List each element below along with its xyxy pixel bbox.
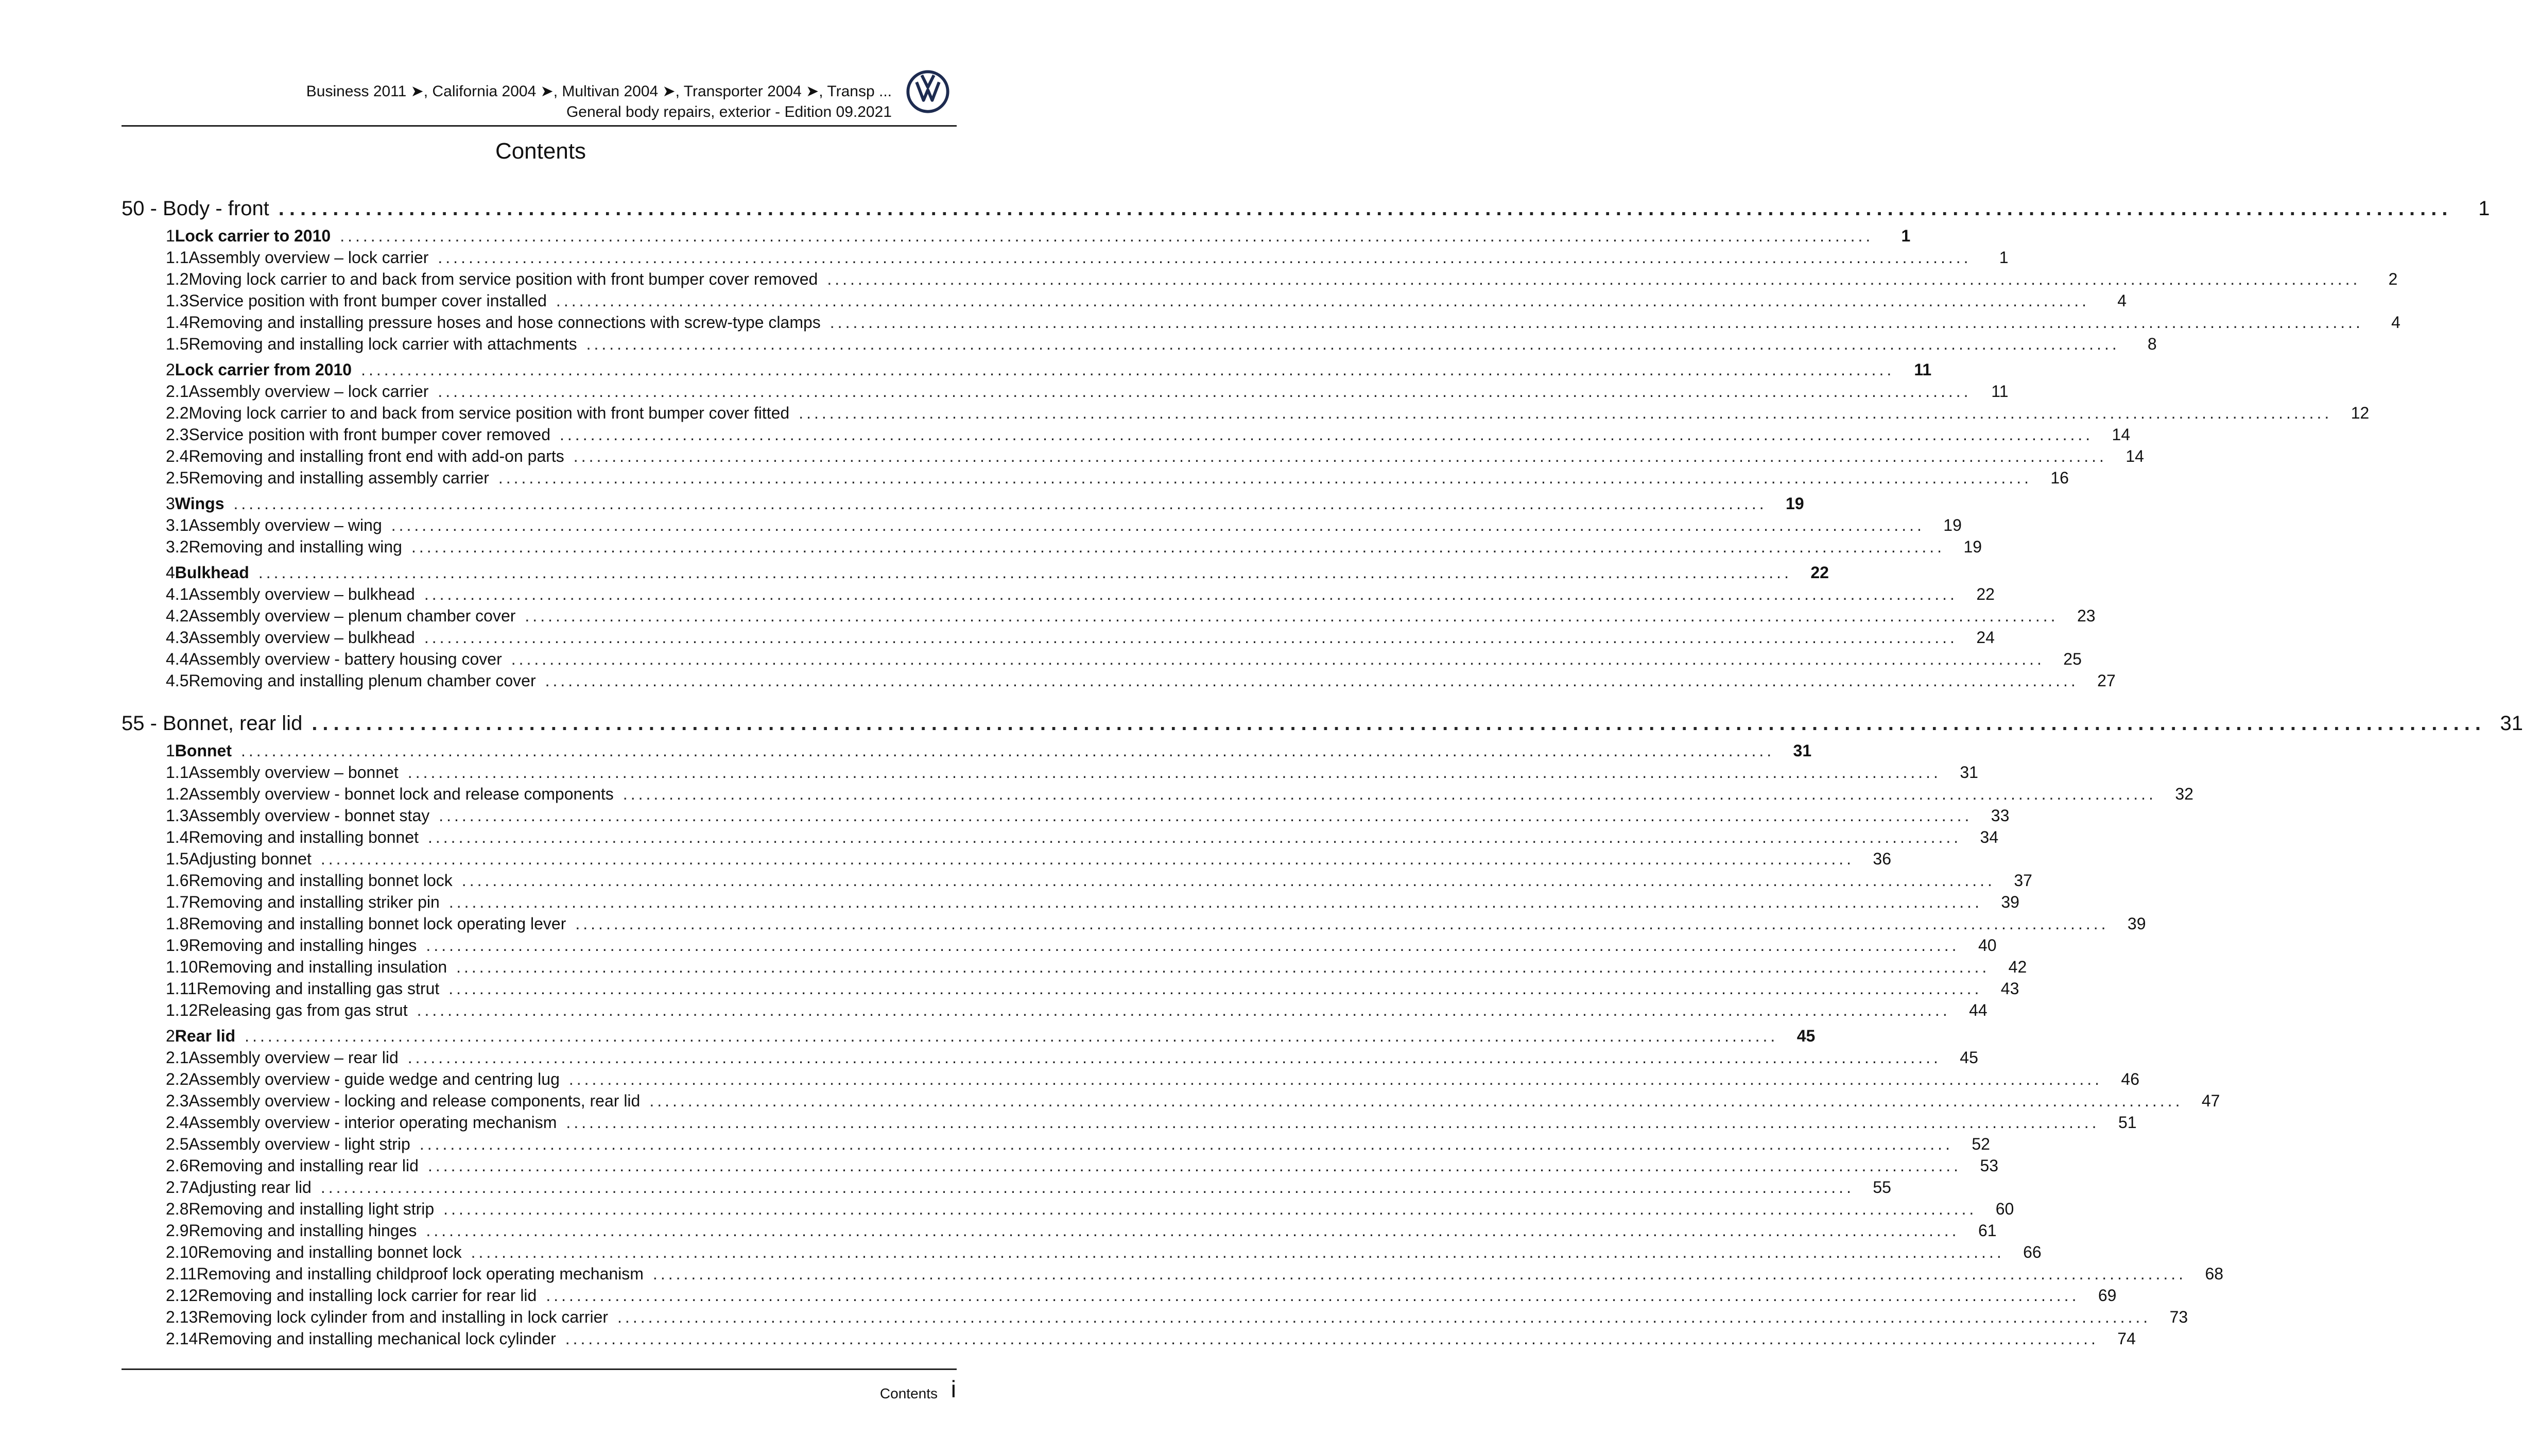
toc-entry-page: 73 — [2169, 1308, 2188, 1326]
toc-entry-title: Removing and installing mechanical lock cylinder — [198, 1329, 556, 1348]
dot-leader: ........................................................................................................................................................................................................ — [649, 1091, 2183, 1110]
toc-entry-title: Removing and installing assembly carrier — [188, 469, 489, 487]
toc-entry-number: 1.7 — [166, 893, 189, 911]
toc-entry[interactable] — [166, 515, 1962, 535]
toc-entry-page: 1 — [1999, 248, 2009, 267]
toc-entry-number: 1.4 — [166, 828, 189, 846]
toc-entry[interactable] — [166, 805, 2010, 826]
dot-leader: ........................................................................................................................................................................................................ — [830, 313, 2363, 332]
toc-entry-title: Assembly overview – bonnet — [188, 763, 399, 782]
toc-entry-number: 2.13 — [166, 1308, 198, 1326]
toc-entry-page: 19 — [1963, 538, 1982, 556]
toc-entry[interactable] — [166, 1069, 2139, 1089]
dot-leader: ........................................................................................................................................................................................................ — [361, 360, 1895, 379]
toc-entry-title: Removing and installing plenum chamber cover — [188, 671, 536, 690]
toc-entry[interactable] — [166, 627, 1995, 648]
toc-entry-page: 19 — [1786, 494, 1804, 513]
dot-leader: ........................................................................................................................................................................................................ — [525, 606, 2059, 625]
toc-entry-number: 1.5 — [166, 335, 189, 353]
toc-entry-number: 3 — [166, 494, 175, 513]
toc-entry-page: 47 — [2201, 1091, 2220, 1110]
dot-leader: ........................................................................................................................................................................................................ — [565, 1329, 2099, 1348]
toc-entry-page: 4 — [2391, 313, 2400, 332]
toc-entry-title: Service position with front bumper cover installed — [188, 291, 547, 310]
toc-entry-page: 4 — [2117, 291, 2127, 310]
dot-leader: ........................................................................................................................................................................................................ — [566, 1113, 2100, 1132]
toc-entry-page: 46 — [2121, 1070, 2139, 1088]
toc-entry-page: 2 — [2388, 270, 2398, 288]
toc-entry-title: Adjusting bonnet — [188, 850, 312, 868]
toc-entry-page: 25 — [2063, 650, 2082, 668]
toc-entry-page: 44 — [1969, 1001, 1988, 1019]
toc-entry-page: 74 — [2117, 1329, 2136, 1348]
toc-entry[interactable] — [166, 1090, 2220, 1111]
toc-entry-title: Assembly overview - guide wedge and centring lug — [188, 1070, 560, 1088]
dot-leader: ........................................................................................................................................................................................................ — [652, 1264, 2187, 1283]
toc-entry-title: Bulkhead — [175, 563, 249, 582]
toc-entry-title: Removing and installing bonnet lock — [198, 1243, 462, 1261]
toc-entry-title: Bonnet — [175, 741, 232, 760]
dot-leader: ........................................................................................................................................................................................................ — [568, 1070, 2102, 1088]
toc-entry[interactable] — [166, 762, 1978, 783]
toc-entry-page: 33 — [1991, 806, 2010, 825]
dot-leader: ........................................................................................................................................................................................................ — [623, 785, 2156, 803]
dot-leader: ........................................................................................................................................................................................................ — [827, 270, 2361, 288]
toc-entry-number: 2.10 — [166, 1243, 198, 1261]
toc-entry[interactable] — [166, 870, 2032, 891]
toc-entry-title: Removing and installing pressure hoses and hose connections with screw-type clamps — [188, 313, 821, 332]
toc-entry[interactable] — [166, 957, 2027, 977]
toc-entry-number: 1.2 — [166, 785, 189, 803]
toc-entry[interactable] — [166, 359, 1932, 380]
dot-leader: ........................................................................................................................................................................................................ — [439, 806, 1973, 825]
dot-leader: ........................................................................................................................................................................................................ — [417, 1001, 1950, 1019]
toc-entry-title: Removing and installing bonnet — [188, 828, 419, 846]
toc-entry[interactable] — [166, 247, 2009, 268]
toc-entry[interactable] — [166, 1177, 1891, 1198]
toc-entry-page: 43 — [2000, 979, 2019, 998]
dot-leader: ........................................................................................................................................................................................................ — [245, 1027, 1778, 1045]
toc-entry-title: Releasing gas from gas strut — [198, 1001, 408, 1019]
toc-entry-page: 36 — [1873, 850, 1892, 868]
toc-entry-number: 2.8 — [166, 1200, 189, 1218]
toc-entry-page: 22 — [1810, 563, 1829, 582]
toc-entry-title: Removing and installing hinges — [188, 936, 417, 955]
dot-leader: ........................................................................................................................................................................................................ — [556, 291, 2090, 310]
toc-entry-page: 52 — [1972, 1135, 1990, 1153]
dot-leader: ........................................................................................................................................................................................................ — [424, 628, 1958, 647]
header-divider — [122, 125, 957, 127]
toc-entry-page: 11 — [1991, 382, 2009, 401]
toc-entry[interactable] — [166, 334, 2157, 354]
toc-entry-page: 40 — [1978, 936, 1997, 955]
dot-leader: ........................................................................................................................................................................................................ — [438, 382, 1972, 401]
dot-leader: ........................................................................................................................................................................................................ — [617, 1308, 2151, 1326]
dot-leader: ........................................................................................................................................................................................................ — [320, 850, 1855, 868]
toc-entry[interactable] — [166, 1199, 2014, 1219]
toc-entry-title: Removing and installing bonnet lock operating lever — [188, 914, 566, 933]
toc-entry-number: 2.5 — [166, 1135, 189, 1153]
dot-leader: ........................................................................................................................................................................................................ — [428, 828, 1962, 846]
toc-entry-title: Removing lock cylinder from and installing in lock carrier — [198, 1308, 609, 1326]
dot-leader: ........................................................................................................................................................................................................ — [233, 494, 1767, 513]
toc-chapter[interactable] — [122, 196, 2490, 221]
toc-entry-number: 2.4 — [166, 1113, 189, 1132]
dot-leader: ........................................................................................................................................................................................................ — [546, 1286, 2080, 1305]
toc-entry-number: 4.2 — [166, 606, 189, 625]
toc-entry-page: 34 — [1980, 828, 1999, 846]
toc-entry-page: 16 — [2050, 469, 2069, 487]
toc-entry-number: 4.4 — [166, 650, 189, 668]
toc-entry[interactable] — [166, 1026, 1816, 1046]
toc-entry[interactable] — [166, 446, 2144, 466]
header-edition-line: General body repairs, exterior - Edition 09.2021 — [566, 103, 892, 120]
toc-entry[interactable] — [166, 1047, 1978, 1068]
toc-entry-title: Removing and installing striker pin — [188, 893, 440, 911]
toc-entry-number: 2.6 — [166, 1156, 189, 1175]
toc-entry-title: Removing and installing lock carrier for rear lid — [198, 1286, 537, 1305]
dot-leader: ........................................................................................................................................................................................................ — [511, 650, 2045, 668]
toc-entry-number: 2.12 — [166, 1286, 198, 1305]
toc-entry-number: 3.1 — [166, 516, 189, 534]
toc-entry-title: Removing and installing hinges — [188, 1221, 417, 1240]
dot-leader: ........................................................................................................................................................................................................ — [426, 1221, 1960, 1240]
toc-entry-title: Removing and installing front end with add-on parts — [188, 447, 564, 465]
toc-entry-page: 61 — [1978, 1221, 1997, 1240]
toc-entry-page: 39 — [2127, 914, 2146, 933]
toc-entry[interactable] — [166, 1242, 2042, 1262]
toc-entry-title: Moving lock carrier to and back from service position with front bumper cover removed — [188, 270, 818, 288]
toc-entry-title: Assembly overview - bonnet stay — [188, 806, 430, 825]
toc-entry-page: 39 — [2001, 893, 2019, 911]
footer-divider — [122, 1368, 957, 1370]
toc-entry-number: 2 — [166, 360, 175, 379]
toc-entry[interactable] — [166, 1307, 2188, 1327]
dot-leader: ........................................................................................................................................................................................................ — [320, 1178, 1854, 1197]
toc-entry[interactable] — [166, 1285, 2117, 1306]
toc-entry[interactable] — [166, 1328, 2136, 1349]
dot-leader: ........................................................................................................................................................................................................ — [241, 741, 1775, 760]
toc-entry-number: 2.7 — [166, 1178, 189, 1197]
toc-entry-number: 4.3 — [166, 628, 189, 647]
dot-leader: ........................................................................................................................................................................................................ — [443, 1200, 1977, 1218]
toc-entry-page: 24 — [1976, 628, 1995, 647]
toc-entry-title: Rear lid — [175, 1027, 236, 1045]
toc-entry-title: Assembly overview - battery housing cover — [188, 650, 502, 668]
toc-entry-title: Moving lock carrier to and back from service position with front bumper cover fitted — [188, 404, 790, 422]
dot-leader: ........................................................................................................................................................................................................ — [427, 1156, 1962, 1175]
toc-entry-title: Adjusting rear lid — [188, 1178, 312, 1197]
toc-entry-page: 1 — [1901, 227, 1911, 245]
toc-entry[interactable] — [166, 649, 2082, 669]
page-title: Contents — [495, 138, 586, 164]
footer-page-number: i — [951, 1376, 956, 1402]
toc-entry-title: Wings — [175, 494, 224, 513]
toc-entry[interactable] — [166, 935, 1997, 956]
toc-entry[interactable] — [166, 493, 1804, 514]
header-model-line: Business 2011 ➤, California 2004 ➤, Multivan 2004 ➤, Transporter 2004 ➤, Transp ... — [306, 83, 892, 100]
toc-entry-title: Assembly overview – bulkhead — [188, 628, 415, 647]
toc-entry-number: 1 — [166, 741, 175, 760]
toc-entry-page: 31 — [1960, 763, 1978, 782]
toc-entry-title: Assembly overview – lock carrier — [188, 382, 429, 401]
toc-entry[interactable] — [166, 1220, 1997, 1241]
toc-entry-title: Assembly overview – bulkhead — [188, 585, 415, 603]
toc-entry-title: Removing and installing insulation — [198, 958, 447, 976]
toc-entry[interactable] — [166, 381, 2009, 402]
dot-leader: ........................................................................................................................................................................................................ — [498, 469, 2032, 487]
dot-leader: ........................................................................................................................................................................................................ — [391, 516, 1925, 534]
dot-leader: ........................................................................................................................................................................................................ — [471, 1243, 2004, 1261]
toc-entry-page: 22 — [1976, 585, 1995, 603]
toc-entry[interactable] — [166, 1112, 2137, 1133]
toc-entry-page: 31 — [2500, 712, 2523, 735]
dot-leader: ........................................................................................................................................................................................................ — [407, 1048, 1941, 1067]
toc-entry-page: 68 — [2205, 1264, 2224, 1283]
toc-entry-title: Assembly overview - locking and release components, rear lid — [188, 1091, 641, 1110]
toc-entry-number: 2.1 — [166, 382, 189, 401]
dot-leader: ........................................................................................................................................................................................................ — [448, 979, 1982, 998]
toc-entry-page: 66 — [2023, 1243, 2042, 1261]
dot-leader: ........................................................................................................................................................................................................ — [340, 227, 1874, 245]
toc-entry-title: 50 - Body - front — [122, 197, 269, 220]
toc-entry-title: Assembly overview - bonnet lock and release components — [188, 785, 614, 803]
toc-entry-page: 45 — [1796, 1027, 1816, 1045]
toc-entry[interactable] — [166, 848, 1892, 869]
toc-entry[interactable] — [166, 424, 2131, 445]
toc-entry-page: 69 — [2098, 1286, 2117, 1305]
dot-leader: ........................................................................................................................................................................................................ — [461, 871, 1995, 890]
toc-entry-title: Removing and installing gas strut — [196, 979, 440, 998]
toc-entry[interactable] — [166, 605, 2096, 626]
toc-entry-page: 11 — [1914, 360, 1932, 379]
toc-entry-title: Lock carrier to 2010 — [175, 227, 331, 245]
toc-entry[interactable] — [166, 913, 2146, 934]
toc-entry-number: 2.3 — [166, 425, 189, 444]
toc-entry-page: 31 — [1793, 741, 1812, 760]
toc-entry-page: 37 — [2014, 871, 2032, 890]
dot-leader: ........................................................................................................................................................................................................ — [560, 425, 2094, 444]
toc-entry[interactable] — [166, 978, 2019, 999]
toc-entry-title: Service position with front bumper cover removed — [188, 425, 551, 444]
toc-entry-title: Assembly overview - interior operating mechanism — [188, 1113, 557, 1132]
dot-leader: ........................................................................................................................................................................................................ — [799, 404, 2332, 422]
dot-leader: ........................................................................................................................................................................................................ — [278, 197, 2453, 220]
toc-entry-number: 1.4 — [166, 313, 189, 332]
toc-entry-page: 19 — [1943, 516, 1962, 534]
toc-entry[interactable] — [166, 269, 2398, 289]
toc-entry-number: 1.2 — [166, 270, 189, 288]
toc-entry-number: 2.4 — [166, 447, 189, 465]
toc-chapter[interactable] — [122, 710, 2523, 736]
toc-entry-number: 1.3 — [166, 291, 189, 310]
toc-entry[interactable] — [166, 312, 2400, 333]
toc-entry-number: 2.11 — [166, 1264, 197, 1283]
dot-leader: ........................................................................................................................................................................................................ — [411, 538, 1945, 556]
toc-entry[interactable] — [166, 467, 2069, 488]
toc-entry[interactable] — [166, 1000, 1988, 1020]
toc-entry-page: 53 — [1980, 1156, 1999, 1175]
toc-entry[interactable] — [166, 584, 1995, 604]
toc-entry-number: 1.11 — [166, 979, 197, 998]
toc-entry[interactable] — [166, 290, 2127, 311]
toc-entry-title: Assembly overview – lock carrier — [188, 248, 429, 267]
toc-entry[interactable] — [166, 827, 1999, 847]
toc-entry-page: 55 — [1873, 1178, 1891, 1197]
toc-entry[interactable] — [166, 784, 2193, 804]
toc-entry-number: 1.8 — [166, 914, 189, 933]
toc-entry[interactable] — [166, 892, 2019, 912]
dot-leader: ........................................................................................................................................................................................................ — [419, 1135, 1953, 1153]
dot-leader: ........................................................................................................................................................................................................ — [426, 936, 1960, 955]
toc-entry-number: 1.12 — [166, 1001, 198, 1019]
toc-entry[interactable] — [166, 403, 2370, 423]
toc-entry-title: Assembly overview – plenum chamber cover — [188, 606, 516, 625]
toc-entry-title: Assembly overview – wing — [188, 516, 382, 534]
toc-entry-title: 55 - Bonnet, rear lid — [122, 712, 303, 735]
dot-leader: ........................................................................................................................................................................................................ — [438, 248, 1972, 267]
toc-entry-title: Removing and installing bonnet lock — [188, 871, 453, 890]
toc-entry[interactable] — [166, 670, 2116, 691]
toc-entry-page: 14 — [2125, 447, 2144, 465]
toc-entry-page: 42 — [2008, 958, 2027, 976]
toc-entry-page: 45 — [1960, 1048, 1978, 1067]
toc-entry-title: Removing and installing childproof lock operating mechanism — [196, 1264, 644, 1283]
vw-logo-icon — [906, 70, 949, 113]
toc-entry-number: 1.1 — [166, 248, 189, 267]
toc-entry[interactable] — [166, 562, 1829, 583]
toc-entry-number: 1.1 — [166, 763, 189, 782]
dot-leader: ........................................................................................................................................................................................................ — [545, 671, 2079, 690]
toc-entry-title: Removing and installing rear lid — [188, 1156, 419, 1175]
dot-leader: ........................................................................................................................................................................................................ — [407, 763, 1941, 782]
toc-entry-title: Removing and installing wing — [188, 538, 402, 556]
dot-leader: ........................................................................................................................................................................................................ — [586, 335, 2120, 353]
toc-entry-page: 51 — [2118, 1113, 2137, 1132]
toc-entry-page: 60 — [1995, 1200, 2014, 1218]
toc-entry-number: 4 — [166, 563, 175, 582]
toc-entry-number: 2.5 — [166, 469, 189, 487]
toc-entry-number: 1.10 — [166, 958, 198, 976]
toc-entry-page: 8 — [2147, 335, 2157, 353]
toc-entry[interactable] — [166, 1134, 1990, 1154]
toc-entry-title: Removing and installing light strip — [188, 1200, 435, 1218]
toc-entry[interactable] — [166, 536, 1982, 557]
dot-leader: ........................................................................................................................................................................................................ — [424, 585, 1958, 603]
toc-entry-page: 12 — [2351, 404, 2370, 422]
toc-entry-number: 1.5 — [166, 850, 189, 868]
toc-entry-title: Lock carrier from 2010 — [175, 360, 352, 379]
toc-entry-number: 1.6 — [166, 871, 189, 890]
toc-entry-number: 2.9 — [166, 1221, 189, 1240]
toc-entry-number: 1.9 — [166, 936, 189, 955]
toc-entry[interactable] — [166, 226, 1911, 246]
dot-leader: ........................................................................................................................................................................................................ — [575, 914, 2109, 933]
toc-entry-number: 4.1 — [166, 585, 189, 603]
toc-entry-title: Removing and installing lock carrier with attachments — [188, 335, 577, 353]
toc-entry-number: 2.3 — [166, 1091, 189, 1110]
toc-entry-page: 1 — [2478, 197, 2490, 220]
toc-entry-number: 1.3 — [166, 806, 189, 825]
toc-entry-number: 1 — [166, 227, 175, 245]
dot-leader: ........................................................................................................................................................................................................ — [312, 712, 2486, 735]
toc-entry-page: 14 — [2112, 425, 2131, 444]
toc-entry-number: 2 — [166, 1027, 175, 1045]
toc-entry-page: 32 — [2175, 785, 2193, 803]
toc-entry-title: Assembly overview - light strip — [188, 1135, 410, 1153]
toc-entry[interactable] — [166, 1263, 2224, 1284]
toc-entry-number: 3.2 — [166, 538, 189, 556]
dot-leader: ........................................................................................................................................................................................................ — [448, 893, 1982, 911]
toc-entry-number: 2.2 — [166, 1070, 189, 1088]
toc-entry-title: Assembly overview – rear lid — [188, 1048, 399, 1067]
dot-leader: ........................................................................................................................................................................................................ — [456, 958, 1990, 976]
toc-entry-number: 4.5 — [166, 671, 189, 690]
dot-leader: ........................................................................................................................................................................................................ — [258, 563, 1792, 582]
toc-entry[interactable] — [166, 1155, 1999, 1176]
toc-entry-number: 2.1 — [166, 1048, 189, 1067]
toc-entry-number: 2.2 — [166, 404, 189, 422]
toc-entry[interactable] — [166, 740, 1812, 761]
toc-entry-number: 2.14 — [166, 1329, 198, 1348]
footer-label: Contents — [879, 1385, 938, 1401]
dot-leader: ........................................................................................................................................................................................................ — [573, 447, 2107, 465]
toc-entry-page: 27 — [2097, 671, 2116, 690]
toc-entry-page: 23 — [2077, 606, 2096, 625]
